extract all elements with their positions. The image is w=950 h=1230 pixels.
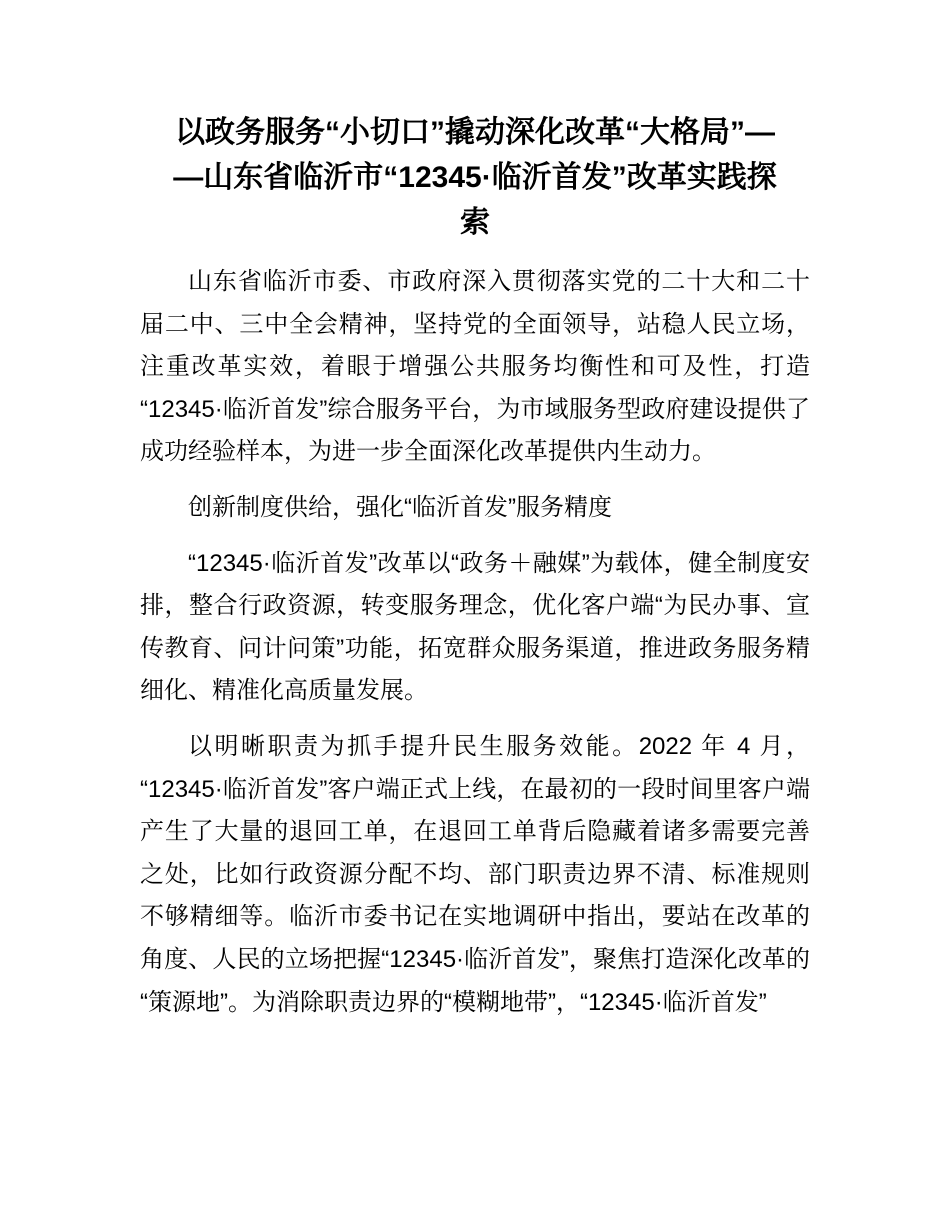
paragraph-intro: 山东省临沂市委、市政府深入贯彻落实党的二十大和二十届二中、三中全会精神，坚持党的全面领导，站稳人民立场，注重改革实效，着眼于增强公共服务均衡性和可及性，打造“12345·临沂首发”综合服务平台，为市域服务型政府建设提供了成功经验样本，为进一步全面深化改革提供内生动力。 bbox=[140, 268, 810, 466]
document-title-line-3: 索 bbox=[460, 206, 490, 239]
section-subheading: 创新制度供给，强化“临沂首发”服务精度 bbox=[188, 493, 612, 521]
document-title-line-2: —山东省临沂市“12345·临沂首发”改革实践探 bbox=[173, 161, 777, 194]
paragraph-service-efficiency: 以明晰职责为抓手提升民生服务效能。2022 年 4 月，“12345·临沂首发”客户端正式上线，在最初的一段时间里客户端产生了大量的退回工单，在退回工单背后隐藏着诸多需要完善之处，比如行政资源分配不均、部门职责边界不清、标准规则不够精细等。临沂市委书记在实地调研中指出，要站在改革的角度、人民的立场把握“12345·临沂首发”，聚焦打造深化改革的“策源地”。为消除职责边界的“模糊地带”，“12345·临沂首发” bbox=[140, 732, 810, 1016]
document-title bbox=[140, 110, 810, 245]
paragraph-reform-overview: “12345·临沂首发”改革以“政务＋融媒”为载体，健全制度安排，整合行政资源，转变服务理念，优化客户端“为民办事、宣传教育、问计问策”功能，拓宽群众服务渠道，推进政务服务精细化、精准化高质量发展。 bbox=[140, 549, 810, 705]
document-title-line-1: 以政务服务“小切口”撬动深化改革“大格局”— bbox=[175, 116, 775, 149]
